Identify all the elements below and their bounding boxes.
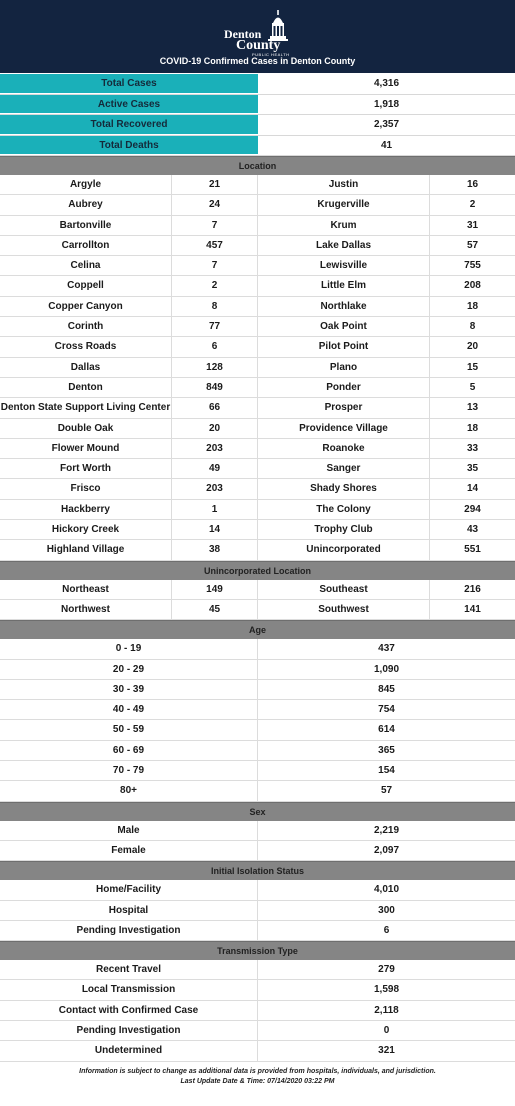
location-count: 203: [172, 479, 258, 498]
row-label: Recent Travel: [0, 960, 258, 979]
location-count: 849: [172, 378, 258, 397]
section-header-sex: Sex: [0, 802, 515, 821]
location-count: 7: [172, 216, 258, 235]
table-row: [0, 821, 515, 841]
location-name: Pilot Point: [258, 337, 430, 356]
row-value: 845: [378, 683, 395, 695]
table-row: [0, 980, 515, 1000]
table-row: [0, 639, 515, 659]
table-row: [0, 600, 515, 620]
location-count: 7: [172, 256, 258, 275]
row-value: 300: [378, 904, 395, 916]
row-value: 2,118: [374, 1004, 399, 1016]
location-name: Fort Worth: [0, 459, 172, 478]
row-value: 279: [378, 964, 395, 976]
row-value: 437: [378, 643, 395, 655]
location-name: Krum: [258, 216, 430, 235]
logo-line-3: PUBLIC HEALTH: [252, 52, 290, 57]
location-name: Southeast: [258, 580, 430, 599]
location-name: Copper Canyon: [0, 297, 172, 316]
location-count: 20: [172, 419, 258, 438]
location-name: Carrollton: [0, 236, 172, 255]
logo-line-1: Denton: [224, 27, 262, 41]
row-label: Home/Facility: [0, 880, 258, 899]
location-count: 38: [172, 540, 258, 559]
row-label: Contact with Confirmed Case: [0, 1001, 258, 1020]
row-value: 1,090: [373, 663, 400, 675]
location-name: Denton: [0, 378, 172, 397]
location-count: 77: [172, 317, 258, 336]
location-count: 43: [466, 524, 479, 536]
location-name: Lewisville: [258, 256, 430, 275]
location-name: Roanoke: [258, 439, 430, 458]
table-row: [0, 700, 515, 720]
page-title: COVID-19 Confirmed Cases in Denton County: [159, 56, 356, 66]
denton-county-logo: [0, 6, 515, 57]
location-count: 14: [466, 483, 479, 495]
summary-label: Total Recovered: [0, 115, 258, 135]
summary-value: 41: [380, 139, 393, 151]
sex-table: [0, 821, 515, 862]
location-count: 294: [464, 503, 481, 515]
location-name: Providence Village: [258, 419, 430, 438]
table-row: [0, 520, 515, 540]
location-name: Coppell: [0, 276, 172, 295]
summary-row: [0, 95, 515, 116]
location-name: Denton State Support Living Center: [0, 398, 172, 417]
table-row: [0, 880, 515, 900]
location-count: 755: [464, 260, 481, 272]
location-name: Argyle: [0, 175, 172, 194]
table-row: [0, 580, 515, 600]
summary-label: Total Deaths: [0, 136, 258, 156]
location-name: Justin: [258, 175, 430, 194]
location-name: Frisco: [0, 479, 172, 498]
location-count: 6: [172, 337, 258, 356]
location-name: The Colony: [258, 500, 430, 519]
row-value: 365: [378, 744, 395, 756]
table-row: [0, 660, 515, 680]
row-label: Male: [0, 821, 258, 840]
table-row: [0, 720, 515, 740]
row-label: Local Transmission: [0, 980, 258, 999]
table-row: [0, 761, 515, 781]
location-count: 21: [172, 175, 258, 194]
location-count: 13: [466, 402, 479, 414]
location-table: [0, 175, 515, 561]
table-row: [0, 901, 515, 921]
table-row: [0, 378, 515, 398]
table-row: [0, 297, 515, 317]
location-count: 15: [466, 361, 479, 373]
location-count: 16: [466, 179, 479, 190]
location-count: 203: [172, 439, 258, 458]
table-row: [0, 195, 515, 215]
location-count: 49: [172, 459, 258, 478]
table-row: [0, 256, 515, 276]
table-row: [0, 358, 515, 378]
location-name: Hackberry: [0, 500, 172, 519]
location-name: Southwest: [258, 600, 430, 619]
table-row: [0, 741, 515, 761]
table-row: [0, 1001, 515, 1021]
section-header-age: Age: [0, 620, 515, 639]
section-header-isolation: Initial Isolation Status: [0, 861, 515, 880]
footer-last-update: Last Update Date & Time: 07/14/2020 03:22 PM: [180, 1077, 335, 1085]
table-row: [0, 276, 515, 296]
location-name: Sanger: [258, 459, 430, 478]
location-name: Highland Village: [0, 540, 172, 559]
location-count: 31: [466, 219, 479, 231]
footer-note: [0, 1067, 515, 1087]
location-count: 35: [466, 463, 479, 475]
table-row: [0, 216, 515, 236]
location-name: Dallas: [0, 358, 172, 377]
row-value: 1,598: [373, 984, 400, 996]
row-label: 60 - 69: [0, 741, 258, 760]
location-count: 208: [464, 280, 481, 292]
location-count: 1: [172, 500, 258, 519]
table-row: [0, 398, 515, 418]
table-row: [0, 960, 515, 980]
row-label: Pending Investigation: [0, 921, 258, 940]
section-header-unincorporated: Unincorporated Location: [0, 561, 515, 580]
row-label: 50 - 59: [0, 720, 258, 739]
location-count: 33: [466, 442, 479, 454]
row-value: 2,219: [373, 824, 400, 836]
location-count: 141: [464, 603, 481, 615]
location-name: Plano: [258, 358, 430, 377]
transmission-table: [0, 960, 515, 1061]
location-name: Little Elm: [258, 276, 430, 295]
location-count: 2: [172, 276, 258, 295]
row-label: Female: [0, 841, 258, 860]
table-row: [0, 781, 515, 801]
location-count: 57: [466, 239, 479, 251]
section-header-transmission: Transmission Type: [0, 941, 515, 960]
row-value: 154: [378, 765, 395, 777]
age-table: [0, 639, 515, 801]
table-row: [0, 337, 515, 357]
table-row: [0, 841, 515, 861]
location-name: Shady Shores: [258, 479, 430, 498]
summary-value: 1,918: [373, 98, 400, 110]
logo-wordmark: [224, 28, 290, 57]
location-name: Northeast: [0, 580, 172, 599]
row-value: 4,010: [373, 884, 400, 896]
location-name: Ponder: [258, 378, 430, 397]
location-name: Bartonville: [0, 216, 172, 235]
section-header-location: Location: [0, 156, 515, 175]
location-name: Hickory Creek: [0, 520, 172, 539]
location-count: 8: [469, 321, 476, 333]
location-count: 24: [172, 195, 258, 214]
table-row: [0, 175, 515, 195]
table-row: [0, 1041, 515, 1061]
footer-disclaimer: Information is subject to change as additional data is provided from hospitals, individuals, and jurisdiction.: [79, 1067, 436, 1075]
row-label: Hospital: [0, 901, 258, 920]
row-value: 0: [383, 1024, 390, 1036]
table-row: [0, 500, 515, 520]
isolation-table: [0, 880, 515, 941]
table-row: [0, 236, 515, 256]
row-label: 20 - 29: [0, 660, 258, 679]
location-name: Celina: [0, 256, 172, 275]
location-name: Corinth: [0, 317, 172, 336]
row-label: 0 - 19: [0, 639, 258, 658]
location-name: Northlake: [258, 297, 430, 316]
row-label: 40 - 49: [0, 700, 258, 719]
row-label: 70 - 79: [0, 761, 258, 780]
location-name: Aubrey: [0, 195, 172, 214]
location-count: 8: [172, 297, 258, 316]
location-name: Trophy Club: [258, 520, 430, 539]
summary-value: 2,357: [373, 119, 400, 130]
summary-label: Active Cases: [0, 95, 258, 115]
row-value: 321: [378, 1045, 395, 1057]
page-header: [0, 0, 515, 73]
row-label: 30 - 39: [0, 680, 258, 699]
table-row: [0, 419, 515, 439]
location-count: 128: [172, 358, 258, 377]
location-count: 551: [464, 544, 481, 556]
location-name: Lake Dallas: [258, 236, 430, 255]
summary-row: [0, 74, 515, 95]
location-name: Cross Roads: [0, 337, 172, 356]
location-count: 14: [172, 520, 258, 539]
table-row: [0, 921, 515, 941]
row-value: 614: [378, 724, 395, 736]
location-name: Oak Point: [258, 317, 430, 336]
table-row: [0, 317, 515, 337]
location-name: Prosper: [258, 398, 430, 417]
row-value: 2,097: [373, 844, 400, 856]
location-count: 20: [466, 341, 479, 353]
summary-row: [0, 115, 515, 136]
location-count: 18: [466, 300, 479, 312]
table-row: [0, 479, 515, 499]
row-label: Pending Investigation: [0, 1021, 258, 1040]
location-name: Krugerville: [258, 195, 430, 214]
location-count: 45: [172, 600, 258, 619]
table-row: [0, 459, 515, 479]
location-name: Flower Mound: [0, 439, 172, 458]
location-count: 18: [466, 422, 479, 434]
location-count: 149: [172, 580, 258, 599]
table-row: [0, 439, 515, 459]
summary-row: [0, 136, 515, 157]
summary-value: 4,316: [373, 78, 400, 89]
summary-table: [0, 74, 515, 156]
row-value: 6: [383, 924, 390, 936]
location-name: Double Oak: [0, 419, 172, 438]
logo-line-2: County: [236, 38, 281, 53]
location-count: 2: [469, 199, 476, 211]
summary-label: Total Cases: [0, 74, 258, 94]
location-count: 66: [172, 398, 258, 417]
table-row: [0, 1021, 515, 1041]
table-row: [0, 680, 515, 700]
table-row: [0, 540, 515, 560]
row-label: 80+: [0, 781, 258, 800]
row-value: 754: [378, 704, 395, 716]
row-value: 57: [380, 785, 393, 797]
row-label: Undetermined: [0, 1041, 258, 1060]
location-name: Unincorporated: [258, 540, 430, 559]
location-count: 457: [172, 236, 258, 255]
location-name: Northwest: [0, 600, 172, 619]
unincorporated-table: [0, 580, 515, 621]
location-count: 216: [464, 583, 481, 595]
location-count: 5: [469, 381, 476, 393]
